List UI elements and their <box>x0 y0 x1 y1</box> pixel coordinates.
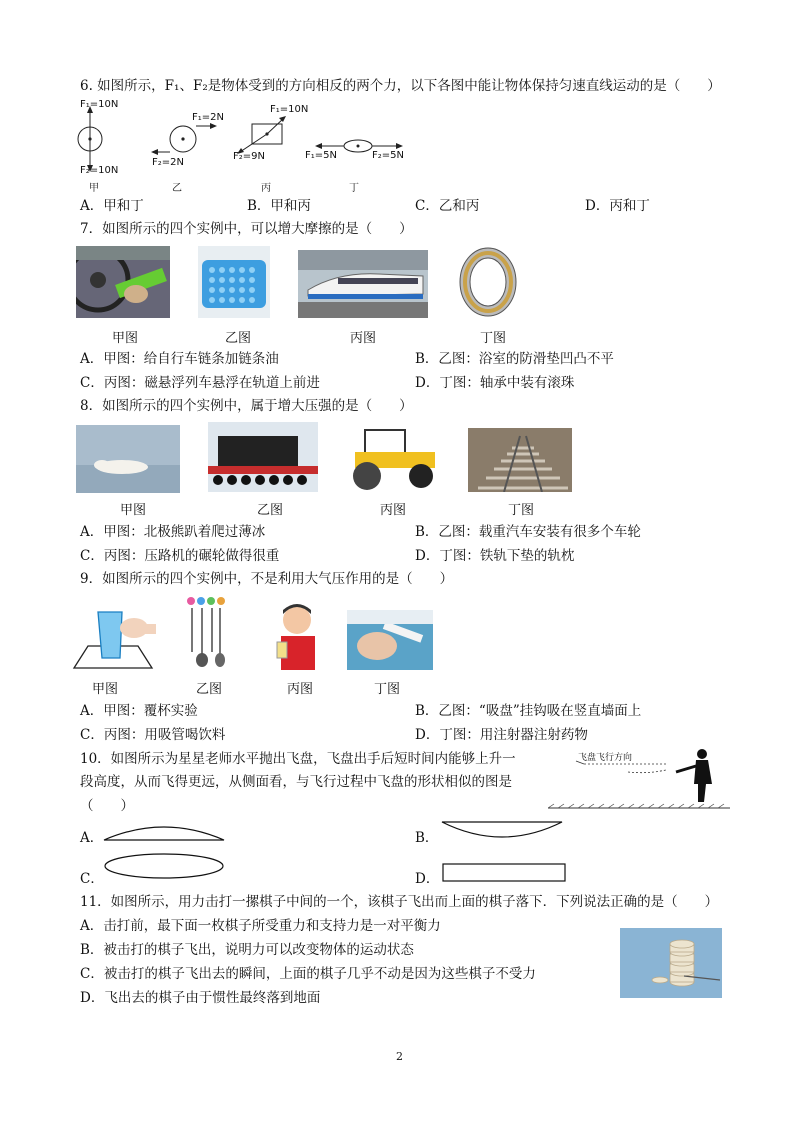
q6-bing-cap: 丙 <box>261 183 271 194</box>
q7-option-b: B．乙图：浴室的防滑垫凹凸不平 <box>415 351 614 367</box>
q10-option-a-label: A． <box>80 830 104 846</box>
q10-option-c-shape <box>102 852 226 880</box>
q9-caption-4: 丁图 <box>374 682 401 697</box>
q7-photo-maglev-train <box>298 250 428 318</box>
q6-stem: 6. 如图所示，F₁、F₂是物体受到的方向相反的两个力，以下各图中能让物体保持匀速直线运动的是（ ） <box>80 78 721 94</box>
q6-bing-f1: F₁=10N <box>270 104 309 115</box>
q9-caption-1: 甲图 <box>92 682 119 697</box>
q8-option-a: A．甲图：北极熊趴着爬过薄冰 <box>80 524 266 540</box>
q6-yi-cap: 乙 <box>172 183 182 194</box>
q8-caption-2: 乙图 <box>257 503 284 518</box>
q8-caption-4: 丁图 <box>508 503 535 518</box>
q8-photo-railway-sleepers <box>468 428 572 492</box>
q10-fig-frisbee-throw <box>548 744 730 814</box>
q7-caption-3: 丙图 <box>350 331 377 346</box>
q6-fig-jia <box>70 95 130 195</box>
q8-photo-road-roller <box>345 424 441 492</box>
q9-option-b: B．乙图：“吸盘”挂钩吸在竖直墙面上 <box>415 703 642 719</box>
q6-yi-f2: F₂=2N <box>152 157 184 168</box>
q10-line-2: 段高度，从而飞得更远，从侧面看，与飞行过程中飞盘的形状相似的图是 <box>80 774 512 790</box>
q11-option-b: B．被击打的棋子飞出，说明力可以改变物体的运动状态 <box>80 942 414 958</box>
q7-photo-bearing <box>454 242 520 320</box>
q9-caption-3: 丙图 <box>287 682 314 697</box>
q10-option-b-label: B． <box>415 830 439 846</box>
q6-ding-f2: F₂=5N <box>372 150 404 161</box>
q9-photo-suction-hooks <box>186 596 226 668</box>
q7-photo-bicycle-chain <box>76 246 170 318</box>
force-diagram-jia <box>70 95 130 195</box>
q6-option-b: B．甲和丙 <box>247 198 311 214</box>
q10-option-b-shape <box>440 818 564 844</box>
q9-option-a: A．甲图：覆杯实验 <box>80 703 198 719</box>
q9-photo-child-straw <box>271 598 323 670</box>
q7-option-d: D．丁图：轴承中装有滚珠 <box>415 375 575 391</box>
q6-jia-f2: F₂=10N <box>80 165 119 176</box>
q11-stem: 11．如图所示，用力击打一摞棋子中间的一个，该棋子飞出而上面的棋子落下．下列说法正确的是（ ） <box>80 894 719 910</box>
q8-option-d: D．丁图：铁轨下垫的轨枕 <box>415 548 575 564</box>
q6-bing-f2: F₂=9N <box>233 151 265 162</box>
q6-jia-f1: F₁=10N <box>80 99 119 110</box>
q10-option-a-shape <box>102 820 226 844</box>
q9-photo-injection <box>347 610 433 670</box>
q6-ding-f1: F₁=5N <box>305 150 337 161</box>
q8-photo-heavy-truck <box>208 422 318 492</box>
q11-option-d: D．飞出去的棋子由于惯性最终落到地面 <box>80 990 321 1006</box>
q10-option-c-label: C． <box>80 871 104 887</box>
q11-photo-chess-stack <box>620 928 722 998</box>
q7-option-c: C．丙图：磁悬浮列车悬浮在轨道上前进 <box>80 375 320 391</box>
q6-jia-cap: 甲 <box>89 183 99 194</box>
q8-caption-3: 丙图 <box>380 503 407 518</box>
q10-fig-label: 飞盘飞行方向 <box>578 753 633 763</box>
q6-option-c: C．乙和丙 <box>415 198 480 214</box>
q7-caption-1: 甲图 <box>112 331 139 346</box>
q6-ding-cap: 丁 <box>349 183 359 194</box>
q7-caption-2: 乙图 <box>225 331 252 346</box>
q6-option-a: A．甲和丁 <box>80 198 144 214</box>
q10-option-d-label: D． <box>415 871 440 887</box>
q10-option-d-shape <box>442 862 566 884</box>
page-number: 2 <box>396 1050 403 1063</box>
q9-option-d: D．丁图：用注射器注射药物 <box>415 727 588 743</box>
q6-yi-f1: F₁=2N <box>192 112 224 123</box>
q9-fig-inverted-cup <box>72 602 156 674</box>
q10-line-1: 10．如图所示为星星老师水平抛出飞盘，飞盘出手后短时间内能够上升一 <box>80 751 516 767</box>
q9-stem: 9．如图所示的四个实例中，不是利用大气压作用的是（ ） <box>80 571 454 587</box>
q9-caption-2: 乙图 <box>196 682 223 697</box>
q8-stem: 8．如图所示的四个实例中，属于增大压强的是（ ） <box>80 398 413 414</box>
q8-option-c: C．丙图：压路机的碾轮做得很重 <box>80 548 280 564</box>
q7-caption-4: 丁图 <box>480 331 507 346</box>
q6-option-d: D．丙和丁 <box>585 198 650 214</box>
q7-option-a: A．甲图：给自行车链条加链条油 <box>80 351 279 367</box>
q8-option-b: B．乙图：载重汽车安装有很多个车轮 <box>415 524 641 540</box>
q7-photo-antislip-mat <box>198 246 270 318</box>
q11-option-a: A．击打前，最下面一枚棋子所受重力和支持力是一对平衡力 <box>80 918 441 934</box>
q7-stem: 7．如图所示的四个实例中，可以增大摩擦的是（ ） <box>80 221 413 237</box>
q11-option-c: C．被击打的棋子飞出去的瞬间，上面的棋子几乎不动是因为这些棋子不受力 <box>80 966 536 982</box>
q8-caption-1: 甲图 <box>120 503 147 518</box>
q9-option-c: C．丙图：用吸管喝饮料 <box>80 727 226 743</box>
q8-photo-polar-bear <box>76 425 180 493</box>
q10-line-3: （ ） <box>80 798 134 814</box>
